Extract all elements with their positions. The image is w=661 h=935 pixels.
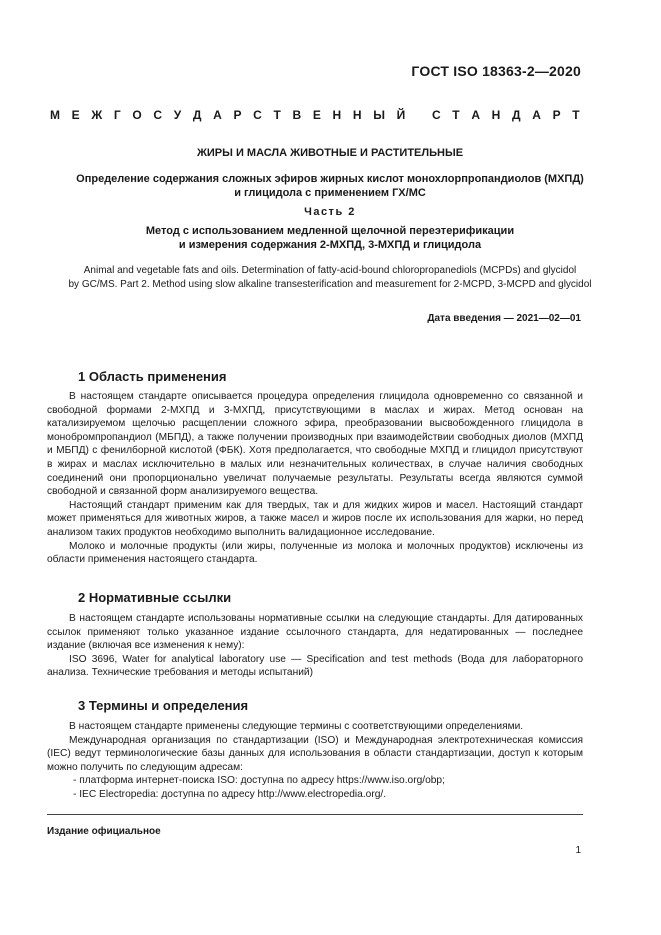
- banner-letter: У: [173, 108, 182, 122]
- official-edition-label: Издание официальное: [47, 826, 161, 837]
- banner-letter: Й: [396, 108, 406, 122]
- banner-letter: С: [153, 108, 163, 122]
- subtitle-line-1: Определение содержания сложных эфиров жирных кислот монохлорпропандиолов (МХПД): [76, 173, 584, 185]
- banner-letter: Р: [552, 108, 561, 122]
- banner-letter: С: [253, 108, 262, 122]
- section-2-paragraph: ISO 3696, Water for analytical laboratory use — Specification and test methods (Вода для лабораторного анализа. Технические требования и методы испытаний): [47, 653, 583, 679]
- banner-letter: О: [132, 108, 142, 122]
- footer-divider: [47, 814, 583, 815]
- banner-letter: Т: [452, 108, 460, 122]
- banner-space: [417, 108, 420, 122]
- section-1-heading: 1 Область применения: [78, 369, 227, 384]
- banner-letter: Д: [512, 108, 521, 122]
- section-1-paragraph: Настоящий стандарт применим как для твердых, так и для жидких жиров и масел. Настоящий стандарт может применяться для животных жиров, а также масел и жиров после их использования для жарки, но перед анализом таких продуктов необходимо выполнить валидационное исследование.: [47, 499, 583, 538]
- section-3-bullet: - платформа интернет-поиска ISO: доступна по адресу https://www.iso.org/obp;: [73, 775, 445, 787]
- banner-letter: Т: [273, 108, 281, 122]
- part-label: Часть 2: [304, 206, 356, 218]
- section-3-body: [47, 720, 583, 802]
- section-2-body: [47, 612, 583, 680]
- standard-main-title: ЖИРЫ И МАСЛА ЖИВОТНЫЕ И РАСТИТЕЛЬНЫЕ: [196, 147, 464, 159]
- section-3-bullet: - IEC Electropedia: доступна по адресу http://www.electropedia.org/.: [73, 788, 387, 800]
- section-3-paragraph: Международная организация по стандартизации (ISO) и Международная электротехническая комиссия (IEC) ведут терминологические базы данных для использования в области стандартизации, доступ к которым можно получить по следующим адресам:: [47, 734, 583, 773]
- introduction-date: Дата введения — 2021—02—01: [427, 313, 581, 324]
- page-number: 1: [575, 845, 581, 856]
- banner-letter: Е: [71, 108, 80, 122]
- banner-letter: М: [50, 108, 60, 122]
- banner-letter: Н: [491, 108, 501, 122]
- subtitle-line-2: и глицидола с применением ГХ/МС: [234, 187, 426, 199]
- section-2-paragraph: В настоящем стандарте использованы нормативные ссылки на следующие стандарты. Для датированных ссылок применяют только указанное издание ссылочного стандарта, для недатированных — последнее издание (включая все изменения к нему):: [47, 613, 583, 652]
- section-3-heading: 3 Термины и определения: [78, 698, 249, 713]
- banner-letter: А: [532, 108, 541, 122]
- banner-letter: Р: [233, 108, 242, 122]
- banner-letter: С: [431, 108, 441, 122]
- section-3-paragraph: В настоящем стандарте применены следующие термины с соответствующими определениями.: [69, 721, 524, 732]
- banner-letter: А: [471, 108, 480, 122]
- english-title-line-2: by GC/MS. Part 2. Method using slow alkaline transesterification and measurement for 2-MCPD, 3-MCPD and glycidol: [68, 279, 592, 290]
- section-2-heading: 2 Нормативные ссылки: [78, 590, 232, 605]
- banner-letter: Н: [332, 108, 342, 122]
- banner-letter: Д: [192, 108, 202, 122]
- english-title-line-1: Animal and vegetable fats and oils. Determination of fatty-acid-bound chloropropanediols (MCPDs) and glycidol: [83, 265, 577, 276]
- banner-letter: Ы: [373, 108, 385, 122]
- banner-letter: В: [292, 108, 302, 122]
- banner-letter: Т: [572, 108, 580, 122]
- section-1-paragraph: Молоко и молочные продукты (или жиры, полученные из молока и молочных продуктов) исключены из области применения настоящего стандарта.: [47, 540, 583, 566]
- banner-letter: Г: [113, 108, 121, 122]
- banner-letter: Н: [352, 108, 362, 122]
- banner-letter: А: [213, 108, 222, 122]
- banner-letter: Е: [312, 108, 321, 122]
- document-designation: ГОСТ ISO 18363-2—2020: [411, 63, 581, 79]
- section-1-paragraph: В настоящем стандарте описывается процедура определения глицидола одновременно со связанной и свободной формами 2-МХПД и 3-МХПД, присутствующими в маслах и жирах. Метод основан на катализируемом щелочью расщеплении сложного эфира, преобразовании высвобожденного глицидола в монобромпропандиол (МБПД), а также получении производных при взаимодействии свободных диолов (МХПД и МБПД) с фенилборной кислотой (ФБК). Хотя предполагается, что свободные МХПД и глицидол присутствуют в жирах и маслах исключительно в малых или незначительных количествах, в случае наличия свободных соединений они пропорционально увеличат получаемые результаты. Результаты всегда являются суммой свободной и связанной форм анализируемого вещества.: [47, 391, 583, 498]
- method-title-line-1: Метод с использованием медленной щелочной переэтерификации: [145, 225, 515, 237]
- interstate-standard-banner: [50, 108, 580, 122]
- banner-letter: Ж: [91, 108, 103, 122]
- method-title-line-2: и измерения содержания 2-МХПД, 3-МХПД и глицидола: [178, 239, 482, 251]
- section-1-body: [47, 390, 583, 567]
